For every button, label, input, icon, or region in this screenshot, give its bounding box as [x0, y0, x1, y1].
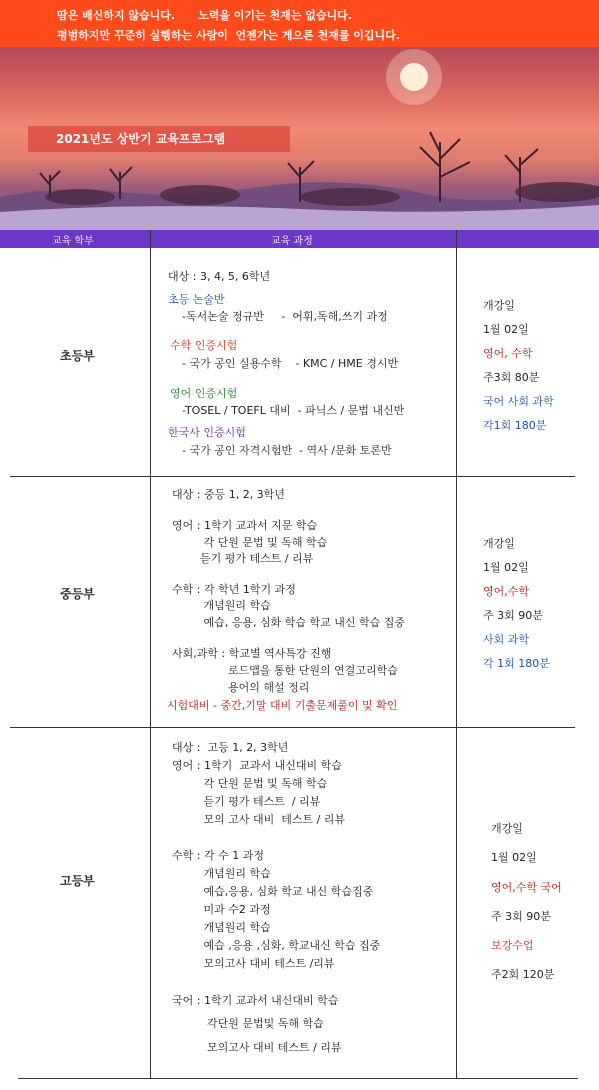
course-line: 미과 수2 과정 — [172, 903, 271, 916]
schedule-line: 각 1회 180분 — [483, 657, 550, 670]
schedule-line: 영어,수학 국어 — [491, 881, 562, 894]
column-divider-2 — [456, 230, 457, 1078]
column-divider-1 — [150, 230, 151, 1078]
table-header — [0, 230, 599, 248]
row-divider-3 — [18, 1078, 578, 1079]
course-line: 모의 고사 대비 테스트 / 리뷰 — [172, 813, 346, 826]
header-department: 교육 학부 — [52, 236, 94, 247]
elementary-label: 초등부 — [60, 349, 95, 363]
course-line: - 국가 공인 실용수학 - KMC / HME 경시반 — [168, 357, 399, 370]
schedule-line: 개강일 — [483, 537, 515, 550]
course-line: 예습,응용, 심화 학교 내신 학습집중 — [172, 885, 374, 898]
course-line: 모의고사 대비 테스트 / 리뷰 — [172, 1041, 342, 1054]
course-line: -독서논술 정규반 - 어휘,독해,쓰기 과정 — [168, 310, 388, 323]
schedule-line: 개강일 — [491, 822, 523, 835]
course-line: 수학 : 각 학년 1학기 과정 — [172, 583, 296, 596]
schedule-line: 주 3회 90분 — [491, 910, 551, 923]
course-line: 예습, 응용, 심화 학습 학교 내신 학습 집중 — [172, 616, 405, 629]
motto-banner — [0, 0, 599, 47]
program-title: 2021년도 상반기 교육프로그램 — [28, 126, 290, 152]
middle-label: 중등부 — [60, 587, 95, 601]
schedule-line: 1월 02일 — [491, 851, 537, 864]
course-line: 영어 : 1학기 교과서 지문 학습 — [172, 519, 318, 532]
schedule-line: 주3회 80분 — [483, 371, 540, 384]
course-line: 사회,과학 : 학교별 역사특강 진행 — [172, 647, 332, 660]
course-line: 로드맵을 통한 단원의 연결고리학습 — [172, 664, 398, 677]
header-course: 교육 과정 — [271, 236, 313, 247]
schedule-line: 영어,수학 — [483, 585, 530, 598]
course-line: 영어 인증시험 — [170, 387, 238, 400]
course-line: 모의고사 대비 테스트 /리뷰 — [172, 957, 335, 970]
course-line: 용어의 해설 정리 — [172, 681, 310, 694]
high-label: 고등부 — [60, 874, 95, 888]
course-line: 대상 : 고등 1, 2, 3학년 — [172, 741, 289, 754]
course-line: 개념원리 학습 — [172, 599, 271, 612]
course-line: 수학 : 각 수 1 과정 — [172, 849, 264, 862]
course-line: 각 단원 문법 및 독해 학습 — [172, 536, 328, 549]
course-line: 대상 : 중등 1, 2, 3학년 — [172, 488, 285, 501]
course-line: - 국가 공인 자격시험반 - 역사 /문화 토론반 — [168, 444, 392, 457]
row-divider-1 — [10, 476, 575, 477]
schedule-line: 1월 02일 — [483, 561, 529, 574]
course-line: 영어 : 1학기 교과서 내신대비 학습 — [172, 759, 342, 772]
schedule-line: 국어 사회 과학 — [483, 395, 554, 408]
course-line: 듣기 평가 테스트 / 리뷰 — [172, 552, 314, 565]
schedule-line: 개강일 — [483, 299, 515, 312]
course-line: 국어 : 1학기 교과서 내신대비 학습 — [172, 994, 339, 1007]
course-line: -TOSEL / TOEFL 대비 - 파닉스 / 문법 내신반 — [168, 404, 405, 417]
course-line: 개념원리 학습 — [172, 921, 271, 934]
schedule-line: 주 3회 90분 — [483, 609, 543, 622]
course-line: 초등 논술반 — [168, 293, 225, 306]
course-line: 개념원리 학습 — [172, 867, 271, 880]
schedule-line: 영어, 수학 — [483, 347, 533, 360]
hero-banner-image — [0, 47, 599, 230]
course-line: 한국사 인증시험 — [168, 426, 246, 439]
course-line: 수학 인증시험 — [170, 339, 238, 352]
course-line: 듣기 평가 테스트 / 리뷰 — [172, 795, 321, 808]
course-line: 예습 ,응용 ,심화, 학교내신 학습 집중 — [172, 939, 381, 952]
course-line: 각단원 문법및 독해 학습 — [172, 1017, 324, 1030]
schedule-line: 1월 02일 — [483, 323, 529, 336]
motto-line-1: 땀은 배신하지 않습니다. 노력을 이기는 천재는 없습니다. — [57, 9, 352, 22]
motto-line-2: 평범하지만 꾸준히 실행하는 사람이 언젠가는 게으른 천재를 이깁니다. — [57, 29, 400, 42]
schedule-line: 사회 과학 — [483, 633, 530, 646]
course-line: 대상 : 3, 4, 5, 6학년 — [168, 270, 271, 283]
schedule-line: 각1회 180분 — [483, 419, 547, 432]
course-line: 시험대비 - 중간,기말 대비 기출문제풀이 및 확인 — [167, 699, 398, 712]
schedule-line: 주2회 120분 — [491, 968, 555, 981]
schedule-line: 보강수업 — [491, 939, 534, 952]
row-divider-2 — [10, 727, 575, 728]
course-line: 각 단원 문법 및 독해 학습 — [172, 777, 328, 790]
